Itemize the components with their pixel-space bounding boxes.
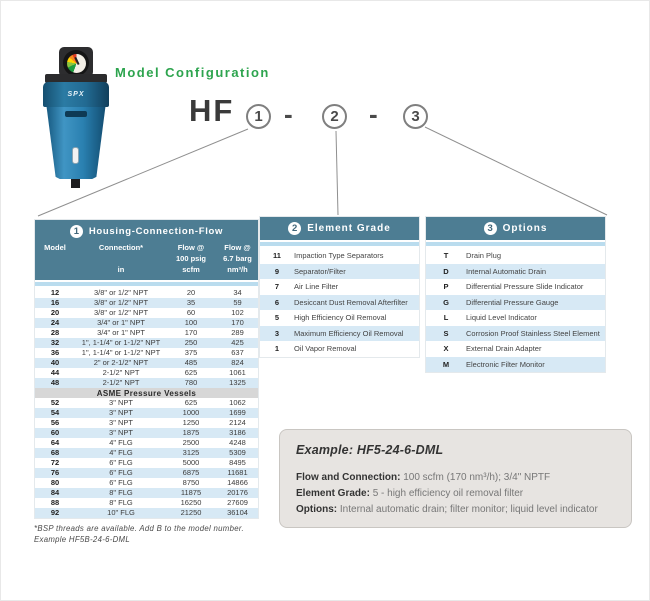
table-row — [35, 348, 258, 358]
element-grade-table — [259, 216, 420, 358]
col-flow-barg-sub: 6.7 barg — [223, 254, 252, 263]
model-cell: 36 — [50, 348, 60, 358]
table-row — [35, 318, 258, 328]
option-label-cell: Differential Pressure Gauge — [466, 297, 559, 307]
flow-nm3h-cell: 1061 — [229, 368, 246, 378]
example-lines — [296, 470, 615, 518]
flow-nm3h-cell: 20176 — [227, 488, 248, 498]
option-code-cell: G — [443, 297, 449, 307]
connection-cell: 3" NPT — [109, 398, 133, 408]
connection-cell: 3/4" or 1" NPT — [97, 318, 145, 328]
flow-nm3h-cell: 14866 — [227, 478, 248, 488]
grade-code-cell: 1 — [274, 344, 280, 353]
connection-cell: 3" NPT — [109, 418, 133, 428]
flow-nm3h-cell: 8495 — [229, 458, 246, 468]
col-flow-barg-unit: nm³/h — [227, 265, 248, 274]
option-code-cell: S — [443, 328, 449, 338]
model-cell: 60 — [50, 428, 60, 438]
grade-label-cell: Desiccant Dust Removal Afterfilter — [294, 297, 408, 307]
connection-cell: 4" FLG — [109, 438, 133, 448]
connection-cell: 10" FLG — [107, 508, 135, 518]
flow-scfm-cell: 1250 — [182, 418, 200, 428]
housing-table-title: Housing-Connection-Flow — [88, 225, 224, 237]
grade-label-cell: Impaction Type Separators — [294, 251, 384, 260]
table-row — [260, 279, 419, 295]
model-cell: 52 — [50, 398, 60, 408]
options-rows — [426, 248, 605, 372]
table-row — [260, 248, 419, 264]
model-cell: 54 — [50, 408, 60, 418]
connection-cell: 3" NPT — [109, 408, 133, 418]
flow-nm3h-cell: 5309 — [229, 448, 246, 458]
flow-scfm-cell: 250 — [184, 338, 198, 348]
filter-body — [46, 107, 106, 179]
flow-scfm-cell: 8750 — [182, 478, 200, 488]
filter-head — [43, 82, 109, 107]
table-row — [426, 264, 605, 280]
col-connection: Connection* — [98, 243, 144, 252]
table-row — [35, 478, 258, 488]
model-cell: 64 — [50, 438, 60, 448]
option-code-cell: M — [442, 359, 450, 369]
connection-cell: 6" FLG — [109, 478, 133, 488]
model-code-dash: - — [369, 99, 378, 129]
option-code-cell: T — [443, 251, 449, 260]
flow-scfm-cell: 485 — [184, 358, 198, 368]
table-row — [35, 438, 258, 448]
connection-cell: 3/8" or 1/2" NPT — [93, 298, 149, 308]
connection-cell: 6" FLG — [109, 468, 133, 478]
asme-section-header: ASME Pressure Vessels — [35, 388, 258, 398]
table-row — [35, 508, 258, 518]
flow-scfm-cell: 625 — [184, 398, 198, 408]
position-2-circle: 2 — [322, 104, 347, 129]
footnote-line-2: Example HF5B-24-6-DML — [34, 535, 130, 544]
example-line-value: Internal automatic drain; filter monitor; liquid level indicator — [339, 504, 598, 515]
flow-nm3h-cell: 1325 — [229, 378, 246, 388]
example-line — [296, 486, 615, 502]
col-flow-psig-unit: scfm — [182, 265, 200, 274]
flow-scfm-cell: 21250 — [180, 508, 202, 518]
table-row — [426, 326, 605, 342]
flow-nm3h-cell: 4248 — [229, 438, 246, 448]
table-row — [426, 357, 605, 373]
header-divider-strip — [260, 242, 419, 246]
connection-cell: 3/8" or 1/2" NPT — [93, 308, 149, 318]
flow-nm3h-cell: 637 — [231, 348, 244, 358]
table-row — [35, 408, 258, 418]
asme-rows — [35, 398, 258, 518]
option-code-cell: L — [443, 313, 449, 322]
model-cell: 24 — [50, 318, 60, 328]
table-row — [426, 341, 605, 357]
flow-nm3h-cell: 1062 — [229, 398, 246, 408]
flow-scfm-cell: 2500 — [182, 438, 200, 448]
example-line — [296, 470, 615, 486]
connection-cell: 2" or 2-1/2" NPT — [93, 358, 149, 368]
table-row — [35, 488, 258, 498]
connection-cell: 3/8" or 1/2" NPT — [93, 288, 149, 298]
grade-label-cell: Maximum Efficiency Oil Removal — [294, 328, 404, 338]
example-title: Example: HF5-24-6-DML — [296, 443, 444, 457]
col-model: Model — [44, 243, 66, 252]
flow-scfm-cell: 16250 — [180, 498, 202, 508]
bsp-footnote — [34, 523, 274, 545]
housing-connection-flow-table — [34, 219, 259, 519]
table-row — [260, 295, 419, 311]
connection-cell: 2-1/2" NPT — [102, 378, 140, 388]
table-row — [35, 288, 258, 298]
model-cell: 12 — [50, 288, 60, 298]
flow-scfm-cell: 100 — [184, 318, 198, 328]
flow-scfm-cell: 60 — [186, 308, 196, 318]
model-cell: 88 — [50, 498, 60, 508]
example-line-label: Element Grade: — [296, 488, 370, 499]
table-row — [35, 328, 258, 338]
flow-scfm-cell: 5000 — [182, 458, 200, 468]
connection-cell: 1", 1-1/4" or 1-1/2" NPT — [81, 338, 161, 348]
grade-label-cell: High Efficiency Oil Removal — [294, 313, 387, 322]
table-row — [260, 341, 419, 357]
header-divider-strip — [426, 242, 605, 246]
option-code-cell: D — [443, 266, 449, 276]
table-row — [35, 308, 258, 318]
sight-glass — [72, 147, 79, 164]
option-code-cell: X — [443, 344, 449, 353]
model-cell: 92 — [50, 508, 60, 518]
flow-scfm-cell: 625 — [184, 368, 198, 378]
model-cell: 20 — [50, 308, 60, 318]
connection-cell: 8" FLG — [109, 488, 133, 498]
example-line-label: Flow and Connection: — [296, 472, 401, 483]
col-flow-psig-sub: 100 psig — [175, 254, 206, 263]
col-flow-barg: Flow @ — [224, 243, 251, 252]
filter-product-photo — [39, 47, 113, 189]
options-title: Options — [502, 223, 548, 234]
example-line-label: Options: — [296, 504, 338, 515]
grade-code-cell: 3 — [274, 328, 280, 338]
flow-nm3h-cell: 34 — [233, 288, 242, 298]
connection-cell: 3" NPT — [109, 428, 133, 438]
table-row — [35, 458, 258, 468]
table-row — [35, 398, 258, 408]
flow-scfm-cell: 780 — [184, 378, 198, 388]
model-cell: 80 — [50, 478, 60, 488]
example-line-value: 5 - high efficiency oil removal filter — [372, 488, 524, 499]
grade-code-cell: 7 — [274, 282, 280, 291]
housing-column-headers — [35, 242, 258, 275]
flow-nm3h-cell: 1699 — [229, 408, 246, 418]
flow-scfm-cell: 170 — [184, 328, 198, 338]
flow-scfm-cell: 375 — [184, 348, 198, 358]
flow-scfm-cell: 1875 — [182, 428, 200, 438]
options-header — [426, 217, 605, 240]
connection-cell: 2-1/2" NPT — [102, 368, 140, 378]
table-row — [35, 468, 258, 478]
flow-nm3h-cell: 3186 — [229, 428, 246, 438]
flow-nm3h-cell: 36104 — [227, 508, 248, 518]
product-label — [65, 111, 87, 117]
options-table — [425, 216, 606, 373]
position-1-circle: 1 — [246, 104, 271, 129]
table-row — [35, 378, 258, 388]
grade-code-cell: 9 — [274, 266, 280, 276]
grade-label-cell: Air Line Filter — [294, 282, 339, 291]
flow-scfm-cell: 11875 — [180, 488, 202, 498]
grade-code-cell: 5 — [274, 313, 280, 322]
model-cell: 48 — [50, 378, 60, 388]
table-row — [35, 448, 258, 458]
model-cell: 76 — [50, 468, 60, 478]
col-connection-unit: in — [117, 265, 125, 274]
flow-scfm-cell: 6875 — [182, 468, 200, 478]
housing-table-header — [35, 220, 258, 280]
housing-badge: 1 — [70, 225, 83, 238]
option-label-cell: Electronic Filter Monitor — [466, 359, 545, 369]
pressure-gauge-icon — [63, 50, 89, 76]
option-label-cell: Corrosion Proof Stainless Steel Element — [466, 328, 600, 338]
example-line — [296, 502, 615, 518]
flow-nm3h-cell: 289 — [231, 328, 244, 338]
option-label-cell: Drain Plug — [466, 251, 502, 260]
option-label-cell: Liquid Level Indicator — [466, 313, 537, 322]
flow-nm3h-cell: 170 — [231, 318, 244, 328]
grade-label-cell: Oil Vapor Removal — [294, 344, 357, 353]
table-row — [426, 295, 605, 311]
table-row — [260, 326, 419, 342]
footnote-line-1: *BSP threads are available. Add B to the model number. — [34, 524, 244, 533]
model-cell: 56 — [50, 418, 60, 428]
grade-code-cell: 11 — [273, 251, 281, 260]
connection-cell: 8" FLG — [109, 498, 133, 508]
flow-nm3h-cell: 102 — [231, 308, 244, 318]
table-row — [426, 279, 605, 295]
option-label-cell: External Drain Adapter — [466, 344, 542, 353]
model-cell: 16 — [50, 298, 60, 308]
grade-label-cell: Separator/Filter — [294, 266, 346, 276]
option-code-cell: P — [443, 282, 449, 291]
element-grade-rows — [260, 248, 419, 357]
model-cell: 28 — [50, 328, 60, 338]
model-cell: 68 — [50, 448, 60, 458]
table-row — [35, 358, 258, 368]
table-row — [35, 368, 258, 378]
col-flow-psig: Flow @ — [177, 243, 205, 252]
position-3-circle: 3 — [403, 104, 428, 129]
table-row — [35, 338, 258, 348]
model-cell: 40 — [50, 358, 60, 368]
option-label-cell: Differential Pressure Slide Indicator — [466, 282, 584, 291]
table-row — [260, 310, 419, 326]
model-cell: 44 — [50, 368, 60, 378]
table-row — [426, 248, 605, 264]
header-divider-strip — [35, 282, 258, 286]
element-grade-header — [260, 217, 419, 240]
table-row — [426, 310, 605, 326]
flow-scfm-cell: 3125 — [182, 448, 200, 458]
flow-nm3h-cell: 59 — [233, 298, 242, 308]
example-box — [279, 429, 632, 528]
connection-cell: 1", 1-1/4" or 1-1/2" NPT — [81, 348, 161, 358]
connection-cell: 3/4" or 1" NPT — [97, 328, 145, 338]
flow-scfm-cell: 20 — [186, 288, 196, 298]
element-grade-badge: 2 — [288, 222, 301, 235]
model-code-dash: - — [284, 99, 293, 129]
housing-rows — [35, 288, 258, 388]
page-title: Model Configuration — [115, 65, 270, 80]
grade-code-cell: 6 — [274, 297, 280, 307]
flow-nm3h-cell: 824 — [231, 358, 244, 368]
gauge-face — [67, 54, 86, 73]
model-cell: 72 — [50, 458, 60, 468]
element-grade-title: Element Grade — [307, 223, 391, 234]
model-cell: 32 — [50, 338, 60, 348]
flow-nm3h-cell: 425 — [231, 338, 244, 348]
connection-cell: 6" FLG — [109, 458, 133, 468]
flow-nm3h-cell: 2124 — [229, 418, 246, 428]
flow-nm3h-cell: 11681 — [227, 468, 248, 478]
connection-cell: 4" FLG — [109, 448, 133, 458]
option-label-cell: Internal Automatic Drain — [466, 266, 547, 276]
flow-scfm-cell: 1000 — [182, 408, 200, 418]
drain-stub — [71, 179, 80, 188]
flow-nm3h-cell: 27609 — [227, 498, 248, 508]
table-row — [260, 264, 419, 280]
options-badge: 3 — [484, 222, 497, 235]
model-cell: 84 — [50, 488, 60, 498]
flow-scfm-cell: 35 — [186, 298, 196, 308]
brand-label: SPX — [67, 91, 85, 98]
table-row — [35, 498, 258, 508]
model-code-prefix: HF — [189, 93, 235, 128]
table-row — [35, 418, 258, 428]
table-row — [35, 428, 258, 438]
example-line-value: 100 scfm (170 nm³/h); 3/4" NPTF — [403, 472, 551, 483]
table-row — [35, 298, 258, 308]
